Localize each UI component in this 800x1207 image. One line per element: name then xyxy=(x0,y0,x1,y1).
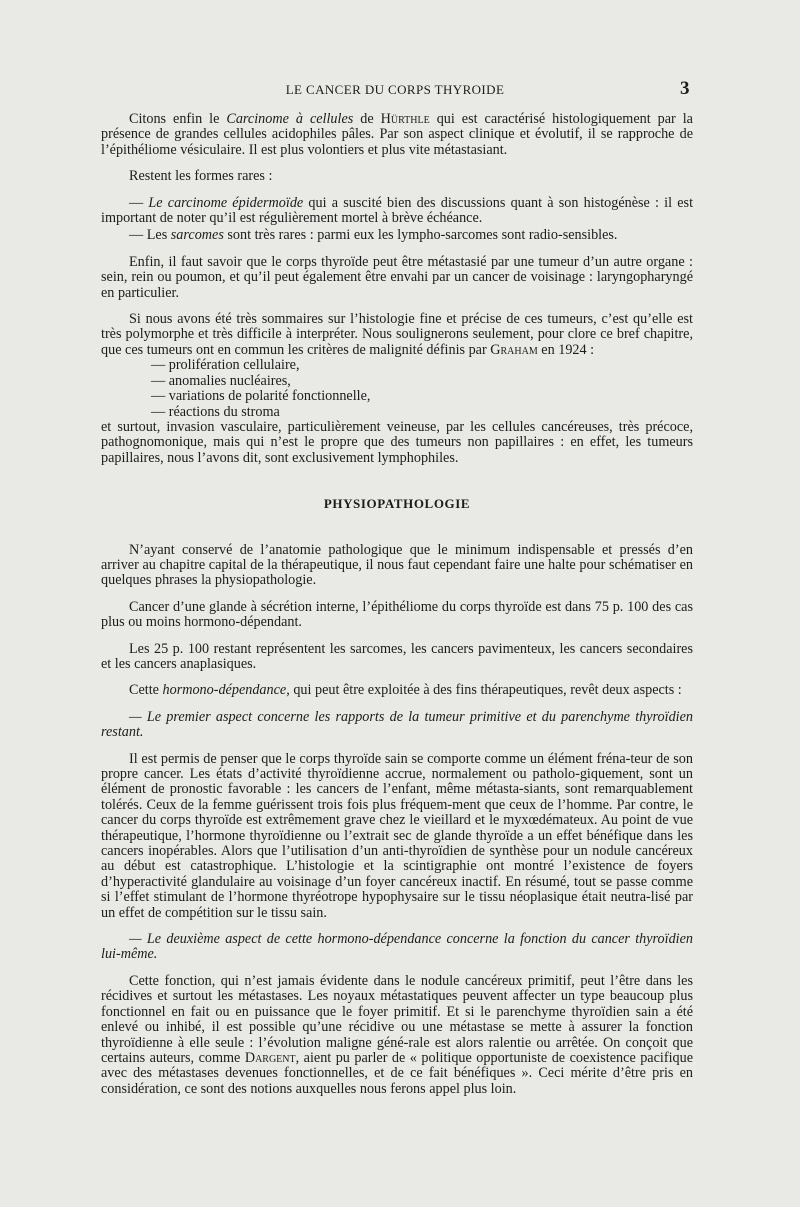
paragraph-second-aspect: — Le deuxième aspect de cette hormono-dépendance concerne la fonction du cancer thyroïdien lui-même. xyxy=(101,931,693,963)
malignancy-criteria-list xyxy=(151,358,693,420)
list-item: — variations de polarité fonctionnelle, xyxy=(151,388,371,405)
list-item: — réactions du stroma xyxy=(151,403,280,420)
author-name: Hürthle xyxy=(380,111,430,127)
paragraph-rare-forms: Restent les formes rares : xyxy=(129,168,273,185)
list-item: — prolifération cellulaire, xyxy=(151,357,300,374)
running-title: LE CANCER DU CORPS THYROIDE xyxy=(285,82,505,97)
paragraph-healthy-thyroid: Il est permis de penser que le corps thyroïde sain se comporte comme un élément fréna-teur de son propre cancer. Les états d’activité thyroïdienne accrue, normalement ou patholo-giquement, sont un élément de pronostic favorable : les cancers de l’enfant, même métasta-siants, sont remarquablement tolérés. Ceux de la femme guérissent trois fois plus fréquem-ment que ceux de l’homme. Par contre, le cancer du corps thyroïde est extrêmement grave chez le vieillard et le myxœdémateux. Au point de vue thérapeutique, l’hormone thyroïdienne ou l’extrait sec de glande thyroïde a un effet bénéfique dans les cancers inopérables. Alors que l’utilisation d’un anti-thyroïdien de synthèse pour un nodule cancéreux au début est catastrophique. L’histologie et la scintigraphie ont montré l’existence de foyers d’hyperactivité glandulaire au voisinage d’un foyer cancéreux inactif. En résumé, tout se passe comme si l’effet stimulant de l’hormone thyréotrope hypophysaire sur le tissu néoplasique était neutra-lisé par un effet de compétition sur le tissu sain. xyxy=(101,750,693,921)
text-body xyxy=(101,112,693,1108)
paragraph-hormono-75: Cancer d’une glande à sécrétion interne, l’épithéliome du corps thyroïde est dans 75 p. 100 des cas plus ou moins hormono-dépendant. xyxy=(101,598,693,631)
list-item: — anomalies nucléaires, xyxy=(151,372,291,389)
paragraph-remaining-25: Les 25 p. 100 restant représentent les sarcomes, les cancers pavimenteux, les cancers secondaires et les cancers anaplasiques. xyxy=(101,640,693,672)
paragraph-two-aspects: Cette hormono-dépendance, qui peut être exploitée à des fins thérapeutiques, revêt deux aspects : xyxy=(129,682,682,699)
paragraph-epidermoid: — Le carcinome épidermoïde qui a suscité bien des discussions quant à son histogénèse : il est important de noter qu’il est régulièrement mortel à brève échéance. xyxy=(101,194,694,227)
paragraph-invasion: et surtout, invasion vasculaire, particulièrement veineuse, par les cellules cancéreuses, très précoce, pathognomonique, mais qui n’est le propre que des tumeurs non papillaires : en effet, les tumeurs papillaires, nous l’avons dit, sont exclusivement lymphophiles. xyxy=(101,418,693,466)
page-number: 3 xyxy=(680,78,690,99)
section-heading: PHYSIOPATHOLOGIE xyxy=(323,496,471,512)
paragraph-histology: Si nous avons été très sommaires sur l’histologie fine et précise de ces tumeurs, c’est qu’elle est très polymorphe et très difficile à interpréter. Nous soulignerons seulement, pour clore ce bref chapitre, que ces tumeurs ont en commun les critères de malignité définis par Graham en 1924 : xyxy=(101,311,693,358)
paragraph-intro-physio: N’ayant conservé de l’anatomie pathologique que le minimum indispensable et pressés d’en arriver au chapitre capital de la thérapeutique, il nous faut cependant faire une halte pour schématiser en quelques phrases la physiopathologie. xyxy=(101,541,693,589)
paragraph-sarcomas: — Les sarcomes sont très rares : parmi eux les lympho-sarcomes sont radio-sensibles. xyxy=(129,227,618,244)
paragraph-metastasis: Enfin, il faut savoir que le corps thyroïde peut être métastasié par une tumeur d’un autre organe : sein, rein ou poumon, et qu’il peut également être envahi par un cancer de voisinage : laryngopharyngé en particulier. xyxy=(101,253,693,301)
paragraph-first-aspect: — Le premier aspect concerne les rapports de la tumeur primitive et du parenchyme thyroïdien restant. xyxy=(101,708,693,741)
paragraph-hurthle: Citons enfin le Carcinome à cellules de Hürthle qui est caractérisé histologiquement par la présence de grandes cellules acidophiles pâles. Par son aspect clinique et évolutif, il se rapproche de l’épithéliome vésiculaire. Il est plus volontiers et plus vite métastasiant. xyxy=(101,111,693,158)
paragraph-function: Cette fonction, qui n’est jamais évidente dans le nodule cancéreux primitif, peut l’être dans les récidives et surtout les métastases. Les noyaux métastatiques peuvent affecter un type beaucoup plus fonctionnel en fait ou en puissance que le foyer primitif. Et si le parenchyme thyroïdien sain a été enlevé ou inhibé, il est possible qu’une récidive ou une métastase se mette à assurer la fonction thyroïdienne à elle seule : l’évolution maligne géné-rale est alors ralentie ou arrêtée. On conçoit que certains auteurs, comme Dargent, aient pu parler de « politique opportuniste de coexistence pacifique avec des métastases devenues fonctionnelles, et de ce fait bénéfiques ». Ceci mérite d’être pris en considération, ce sont des notions auxquelles nous ferons appel plus loin. xyxy=(101,972,693,1097)
author-name: Dargent xyxy=(244,1049,296,1066)
running-head xyxy=(0,80,800,100)
